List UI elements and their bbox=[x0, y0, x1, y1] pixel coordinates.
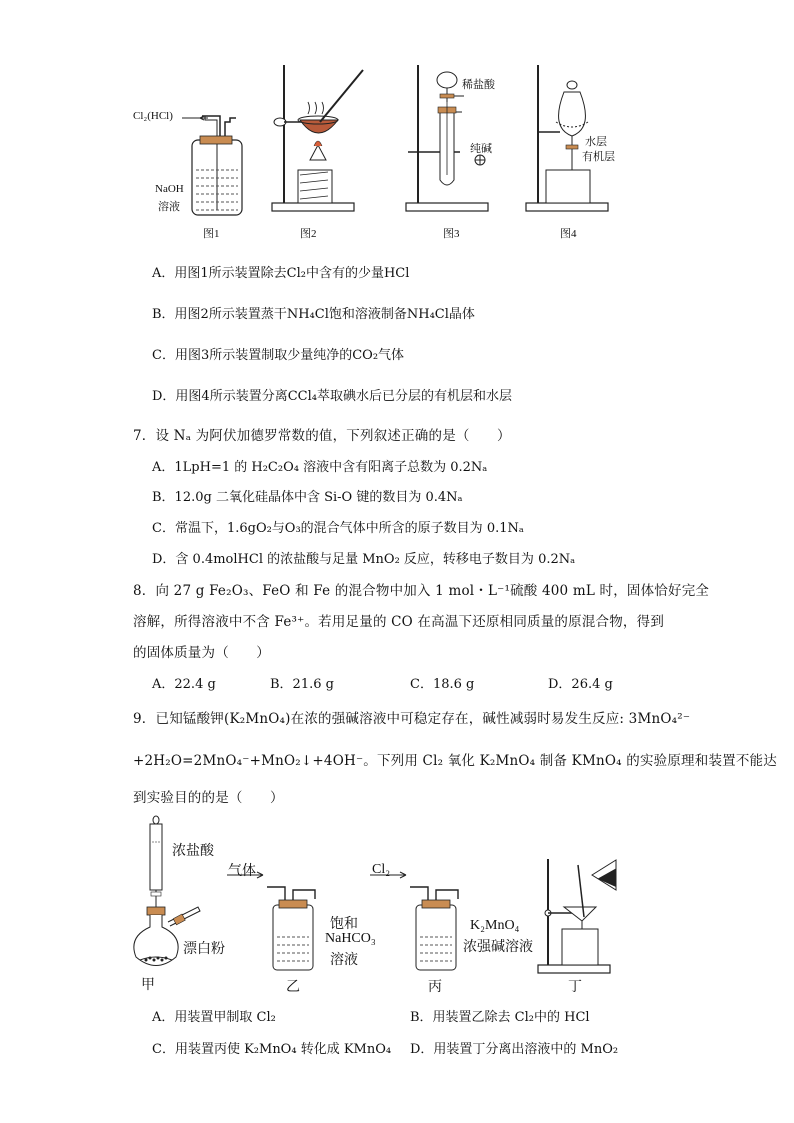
yi-caption: 乙 bbox=[286, 980, 300, 995]
q8-option-a: A．22.4 g bbox=[152, 677, 216, 692]
bing-label-2: 浓强碱溶液 bbox=[463, 940, 533, 955]
q8-option-c: C．18.6 g bbox=[410, 677, 475, 692]
fig3-base-label: 纯碱 bbox=[470, 143, 492, 155]
q7-option-c: C．常温下，1.6gO₂与O₃的混合气体中所含的原子数目为 0.1Nₐ bbox=[152, 521, 524, 536]
q7-option-a: A．1LpH=1 的 H₂C₂O₄ 溶液中含有阳离子总数为 0.2Nₐ bbox=[152, 460, 488, 475]
yi-label-1: 饱和 bbox=[330, 917, 358, 932]
fig1-solution-label-1: NaOH bbox=[155, 183, 184, 195]
apparatus-ding bbox=[534, 855, 624, 980]
fig3-caption: 图3 bbox=[443, 228, 460, 240]
fig4-organic-label: 有机层 bbox=[582, 151, 615, 163]
q6-option-a: A．用图1所示装置除去Cl₂中含有的少量HCl bbox=[152, 266, 410, 281]
yi-gas-label: 气体 bbox=[228, 864, 256, 879]
yi-label-2: NaHCO₃ bbox=[325, 931, 376, 946]
jia-label-1: 浓盐酸 bbox=[172, 844, 214, 859]
q9-line-2: +2H₂O=2MnO₄⁻+MnO₂↓+4OH⁻。下列用 Cl₂ 氧化 K₂MnO₄ 制备 KMnO₄ 的实验原理和装置不能达 bbox=[133, 753, 777, 769]
bing-gas-label: Cl₂ bbox=[372, 862, 391, 877]
q8-option-d: D．26.4 g bbox=[548, 677, 613, 692]
q9-line-3: 到实验目的的是（ ） bbox=[133, 790, 284, 806]
ding-caption: 丁 bbox=[568, 980, 582, 995]
q7-option-b: B．12.0g 二氧化硅晶体中含 Si-O 键的数目为 0.4Nₐ bbox=[152, 490, 463, 505]
fig4-caption: 图4 bbox=[560, 228, 577, 240]
bing-caption: 丙 bbox=[428, 980, 442, 995]
fig2-caption: 图2 bbox=[300, 228, 317, 240]
fig1-solution-label-2: 溶液 bbox=[158, 201, 180, 213]
q6-option-b: B．用图2所示装置蒸干NH₄Cl饱和溶液制备NH₄Cl晶体 bbox=[152, 307, 475, 322]
q9-option-d: D．用装置丁分离出溶液中的 MnO₂ bbox=[410, 1042, 619, 1057]
q6-option-d: D．用图4所示装置分离CCl₄萃取碘水后已分层的有机层和水层 bbox=[152, 389, 512, 404]
yi-label-3: 溶液 bbox=[330, 953, 358, 968]
q6-option-c: C．用图3所示装置制取少量纯净的CO₂气体 bbox=[152, 348, 405, 363]
q8-line-3: 的固体质量为（ ） bbox=[133, 645, 270, 661]
q9-line-1: 9．已知锰酸钾(K₂MnO₄)在浓的强碱溶液中可稳定存在，碱性减弱时易发生反应: 3MnO₄²⁻ bbox=[133, 711, 691, 727]
q9-option-a: A．用装置甲制取 Cl₂ bbox=[152, 1010, 276, 1025]
q9-option-c: C．用装置丙使 K₂MnO₄ 转化成 KMnO₄ bbox=[152, 1042, 392, 1057]
q8-line-2: 溶解，所得溶液中不含 Fe³⁺。若用足量的 CO 在高温下还原相同质量的原混合物，得到 bbox=[133, 614, 665, 630]
q9-option-b: B．用装置乙除去 Cl₂中的 HCl bbox=[410, 1010, 590, 1025]
q8-option-b: B．21.6 g bbox=[270, 677, 334, 692]
figure-2-evaporation bbox=[268, 60, 368, 220]
figure-1-gas-washing-bottle bbox=[130, 60, 250, 235]
jia-caption: 甲 bbox=[141, 978, 155, 993]
q7-option-d: D．含 0.4molHCl 的浓盐酸与足量 MnO₂ 反应，转移电子数目为 0.2Nₐ bbox=[152, 552, 576, 567]
fig3-acid-label: 稀盐酸 bbox=[462, 79, 495, 91]
figure-4-separatory-funnel bbox=[520, 60, 630, 220]
jia-label-2: 漂白粉 bbox=[183, 942, 225, 957]
fig1-caption: 图1 bbox=[203, 228, 220, 240]
q7-stem: 7．设 Nₐ 为阿伏加德罗常数的值，下列叙述正确的是（ ） bbox=[133, 428, 511, 444]
fig4-water-label: 水层 bbox=[585, 136, 607, 148]
fig1-gas-label: Cl₂(HCl) bbox=[133, 110, 173, 122]
q8-line-1: 8．向 27 g Fe₂O₃、FeO 和 Fe 的混合物中加入 1 mol・L⁻¹硫酸 400 mL 时，固体恰好完全 bbox=[133, 583, 710, 599]
bing-label-1: K₂MnO₄ bbox=[470, 918, 520, 933]
